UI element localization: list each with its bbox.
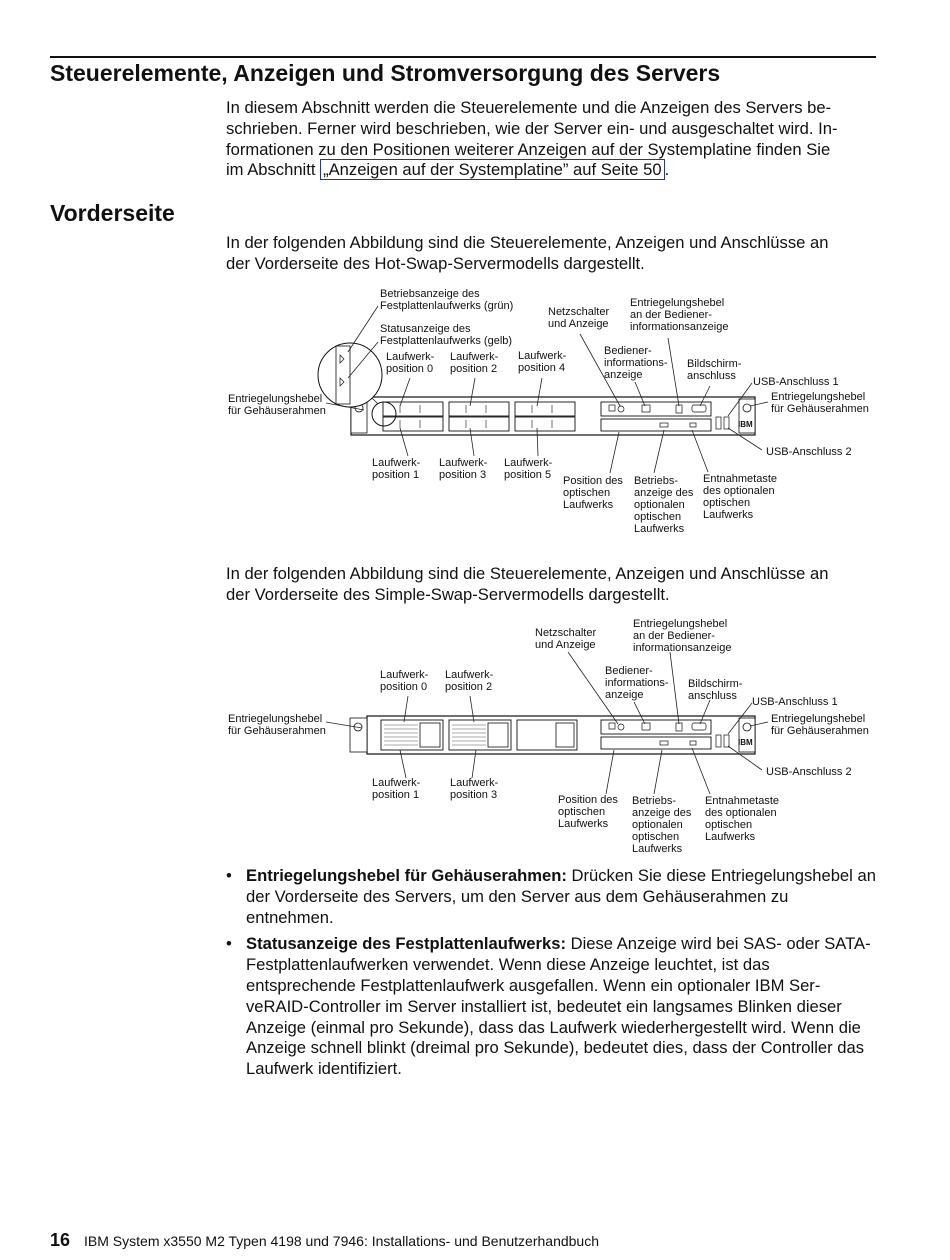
label2-eject-4: Laufwerks bbox=[705, 831, 756, 843]
label2-bay1-1: Laufwerk- bbox=[372, 777, 421, 789]
label2-bay3-1: Laufwerk- bbox=[450, 777, 499, 789]
label2-optical-pos-1: Position des bbox=[558, 794, 618, 806]
label2-panel-2: informations- bbox=[605, 677, 669, 689]
label-rack-left-2: für Gehäuserahmen bbox=[228, 405, 326, 417]
fig1-caption-line-2: der Vorderseite des Hot-Swap-Servermodells dargestellt. bbox=[226, 253, 645, 273]
label-bay0-2: position 0 bbox=[386, 363, 434, 375]
simple-swap-front-view-figure bbox=[0, 610, 950, 860]
label2-rack-left-1: Entriegelungshebel bbox=[228, 713, 323, 725]
footer-title: IBM System x3550 M2 Typen 4198 und 7946: Installations- und Benutzerhandbuch bbox=[84, 1233, 599, 1249]
label-bay3-2: position 3 bbox=[439, 469, 487, 481]
intro-line-1: In diesem Abschnitt werden die Steuerelemente und die Anzeigen des Servers be- bbox=[226, 98, 832, 117]
label2-panel-1: Bediener- bbox=[605, 665, 653, 677]
label-rack-right-2: für Gehäuserahmen bbox=[771, 403, 869, 415]
label2-panel-3: anzeige bbox=[605, 689, 644, 701]
label2-power-1: Netzschalter bbox=[535, 627, 597, 639]
label2-optical-act-5: Laufwerks bbox=[632, 843, 683, 855]
label-rack-right-1: Entriegelungshebel bbox=[771, 391, 866, 403]
page-heading: Steuerelemente, Anzeigen und Stromversorgung des Servers bbox=[50, 60, 721, 86]
label2-optical-act-1: Betriebs- bbox=[632, 795, 677, 807]
label-optical-act-1: Betriebs- bbox=[634, 475, 679, 487]
label2-optical-pos-3: Laufwerks bbox=[558, 818, 609, 830]
list-item-text: Diese Anzeige wird bei SAS- oder SATA-Festplattenlaufwerken verwendet. Wenn diese Anzeige leuchtet, ist das entsprechende Festplattenlaufwerk ausgefallen. Wenn ein optionaler IBM ServeRAID-Controller im Server installiert ist, bedeutet ein langsames Blinken dieser Anzeige (einmal pro Sekunde), dass das Laufwerk wiederhergestellt wird. Wenn die Anzeige schnell blinkt (dreimal pro Sekunde), bedeutet dies, dass der Controller das Laufwerk identifiziert. bbox=[246, 934, 871, 1079]
label2-panel-release-2: an der Bediener- bbox=[633, 630, 715, 642]
label2-video-2: anschluss bbox=[688, 690, 737, 702]
ibm-logo: IBM bbox=[738, 420, 753, 429]
heading-rule bbox=[50, 56, 876, 58]
label2-panel-release-1: Entriegelungshebel bbox=[633, 618, 728, 630]
bullet-dot: • bbox=[226, 934, 232, 954]
label2-power-2: und Anzeige bbox=[535, 639, 596, 651]
list-item bbox=[226, 866, 876, 928]
label-optical-pos-3: Laufwerks bbox=[563, 499, 614, 511]
intro-line-3: formationen zu den Positionen weiterer Anzeigen auf der Systemplatine finden Sie bbox=[226, 139, 831, 159]
bullet-dot: • bbox=[226, 866, 232, 885]
label-power-2: und Anzeige bbox=[548, 318, 609, 330]
label-optical-act-5: Laufwerks bbox=[634, 523, 685, 535]
label2-eject-2: des optionalen bbox=[705, 807, 777, 819]
label-hdd-activity-1: Betriebsanzeige des bbox=[380, 288, 480, 300]
label-usb2: USB-Anschluss 2 bbox=[766, 446, 852, 458]
page-footer bbox=[50, 1230, 599, 1251]
label2-eject-1: Entnahmetaste bbox=[705, 795, 779, 807]
label-panel-3: anzeige bbox=[604, 369, 643, 381]
label2-bay1-2: position 1 bbox=[372, 789, 420, 801]
label-optical-pos-1: Position des bbox=[563, 475, 623, 487]
simple-swap-bays bbox=[381, 720, 577, 750]
label-bay1-2: position 1 bbox=[372, 469, 420, 481]
label-hdd-activity-2: Festplattenlaufwerks (grün) bbox=[380, 300, 514, 312]
label-power-1: Netzschalter bbox=[548, 306, 610, 318]
fig2-caption-line-1: In der folgenden Abbildung sind die Steuerelemente, Anzeigen und Anschlüsse an bbox=[226, 564, 829, 583]
label-panel-2: informations- bbox=[604, 357, 668, 369]
label2-usb1: USB-Anschluss 1 bbox=[752, 696, 838, 708]
page-number: 16 bbox=[50, 1230, 71, 1250]
intro-line-2: schrieben. Ferner wird beschrieben, wie der Server ein- und ausgeschaltet wird. In- bbox=[226, 118, 838, 138]
fig2-caption bbox=[226, 564, 876, 606]
intro-line-4 bbox=[226, 160, 876, 181]
label-video-2: anschluss bbox=[687, 370, 736, 382]
label-bay4-1: Laufwerk- bbox=[518, 350, 567, 362]
label2-optical-act-4: optischen bbox=[632, 831, 680, 843]
fig2-caption-line-2: der Vorderseite des Simple-Swap-Servermodells dargestellt. bbox=[226, 584, 670, 604]
label-panel-release-3: informationsanzeige bbox=[630, 321, 729, 333]
label-usb1: USB-Anschluss 1 bbox=[753, 376, 839, 388]
intro-line-4-pre: im Abschnitt bbox=[226, 160, 321, 180]
description-list bbox=[226, 866, 876, 1086]
systemboard-leds-link[interactable]: „Anzeigen auf der Systemplatine” auf Seite 50 bbox=[320, 159, 665, 180]
label2-usb2: USB-Anschluss 2 bbox=[766, 766, 852, 778]
label2-panel-release-3: informationsanzeige bbox=[633, 642, 732, 654]
label-optical-pos-2: optischen bbox=[563, 487, 611, 499]
label2-rack-left-2: für Gehäuserahmen bbox=[228, 725, 326, 737]
intro-line-4-post: . bbox=[664, 160, 670, 180]
label2-eject-3: optischen bbox=[705, 819, 753, 831]
label-panel-1: Bediener- bbox=[604, 345, 652, 357]
label-video-1: Bildschirm- bbox=[687, 358, 742, 370]
label-hdd-status-2: Festplattenlaufwerks (gelb) bbox=[380, 335, 513, 347]
label-bay5-1: Laufwerk- bbox=[504, 457, 553, 469]
label-panel-release-2: an der Bediener- bbox=[630, 309, 712, 321]
label-bay0-1: Laufwerk- bbox=[386, 351, 435, 363]
label-bay4-2: position 4 bbox=[518, 362, 566, 374]
label-hdd-status-1: Statusanzeige des bbox=[380, 323, 471, 335]
intro-paragraph bbox=[226, 98, 876, 181]
label-bay5-2: position 5 bbox=[504, 469, 552, 481]
hot-swap-front-view-figure bbox=[0, 280, 950, 545]
label2-bay2-2: position 2 bbox=[445, 681, 493, 693]
label-bay1-1: Laufwerk- bbox=[372, 457, 421, 469]
ibm-logo-2: IBM bbox=[738, 738, 753, 747]
label2-bay0-1: Laufwerk- bbox=[380, 669, 429, 681]
label2-rack-right-1: Entriegelungshebel bbox=[771, 713, 866, 725]
label2-video-1: Bildschirm- bbox=[688, 678, 743, 690]
label-bay2-2: position 2 bbox=[450, 363, 498, 375]
label2-optical-act-2: anzeige des bbox=[632, 807, 692, 819]
list-item-text: Drücken Sie diese Entriegelungshebel an der Vorderseite des Servers, um den Server aus dem Gehäuserahmen zu entnehmen. bbox=[246, 866, 876, 927]
label-bay2-1: Laufwerk- bbox=[450, 351, 499, 363]
label-bay3-1: Laufwerk- bbox=[439, 457, 488, 469]
label2-bay0-2: position 0 bbox=[380, 681, 428, 693]
section-heading-front: Vorderseite bbox=[50, 200, 175, 226]
label2-bay3-2: position 3 bbox=[450, 789, 498, 801]
label-panel-release-1: Entriegelungshebel bbox=[630, 297, 725, 309]
label-optical-act-2: anzeige des bbox=[634, 487, 694, 499]
label2-optical-act-3: optionalen bbox=[632, 819, 683, 831]
label-optical-act-4: optischen bbox=[634, 511, 682, 523]
label-eject-1: Entnahmetaste bbox=[703, 473, 777, 485]
list-item-term: Entriegelungshebel für Gehäuserahmen: bbox=[246, 866, 567, 885]
label-eject-4: Laufwerks bbox=[703, 509, 754, 521]
label-eject-2: des optionalen bbox=[703, 485, 775, 497]
list-item-term: Statusanzeige des Festplattenlaufwerks: bbox=[246, 934, 566, 954]
label-rack-left-1: Entriegelungshebel bbox=[228, 393, 323, 405]
list-item bbox=[226, 934, 876, 1080]
label2-optical-pos-2: optischen bbox=[558, 806, 606, 818]
fig1-caption-line-1: In der folgenden Abbildung sind die Steuerelemente, Anzeigen und Anschlüsse an bbox=[226, 233, 829, 252]
fig1-caption bbox=[226, 233, 876, 275]
label2-rack-right-2: für Gehäuserahmen bbox=[771, 725, 869, 737]
label-optical-act-3: optionalen bbox=[634, 499, 685, 511]
label2-bay2-1: Laufwerk- bbox=[445, 669, 494, 681]
label-eject-3: optischen bbox=[703, 497, 751, 509]
